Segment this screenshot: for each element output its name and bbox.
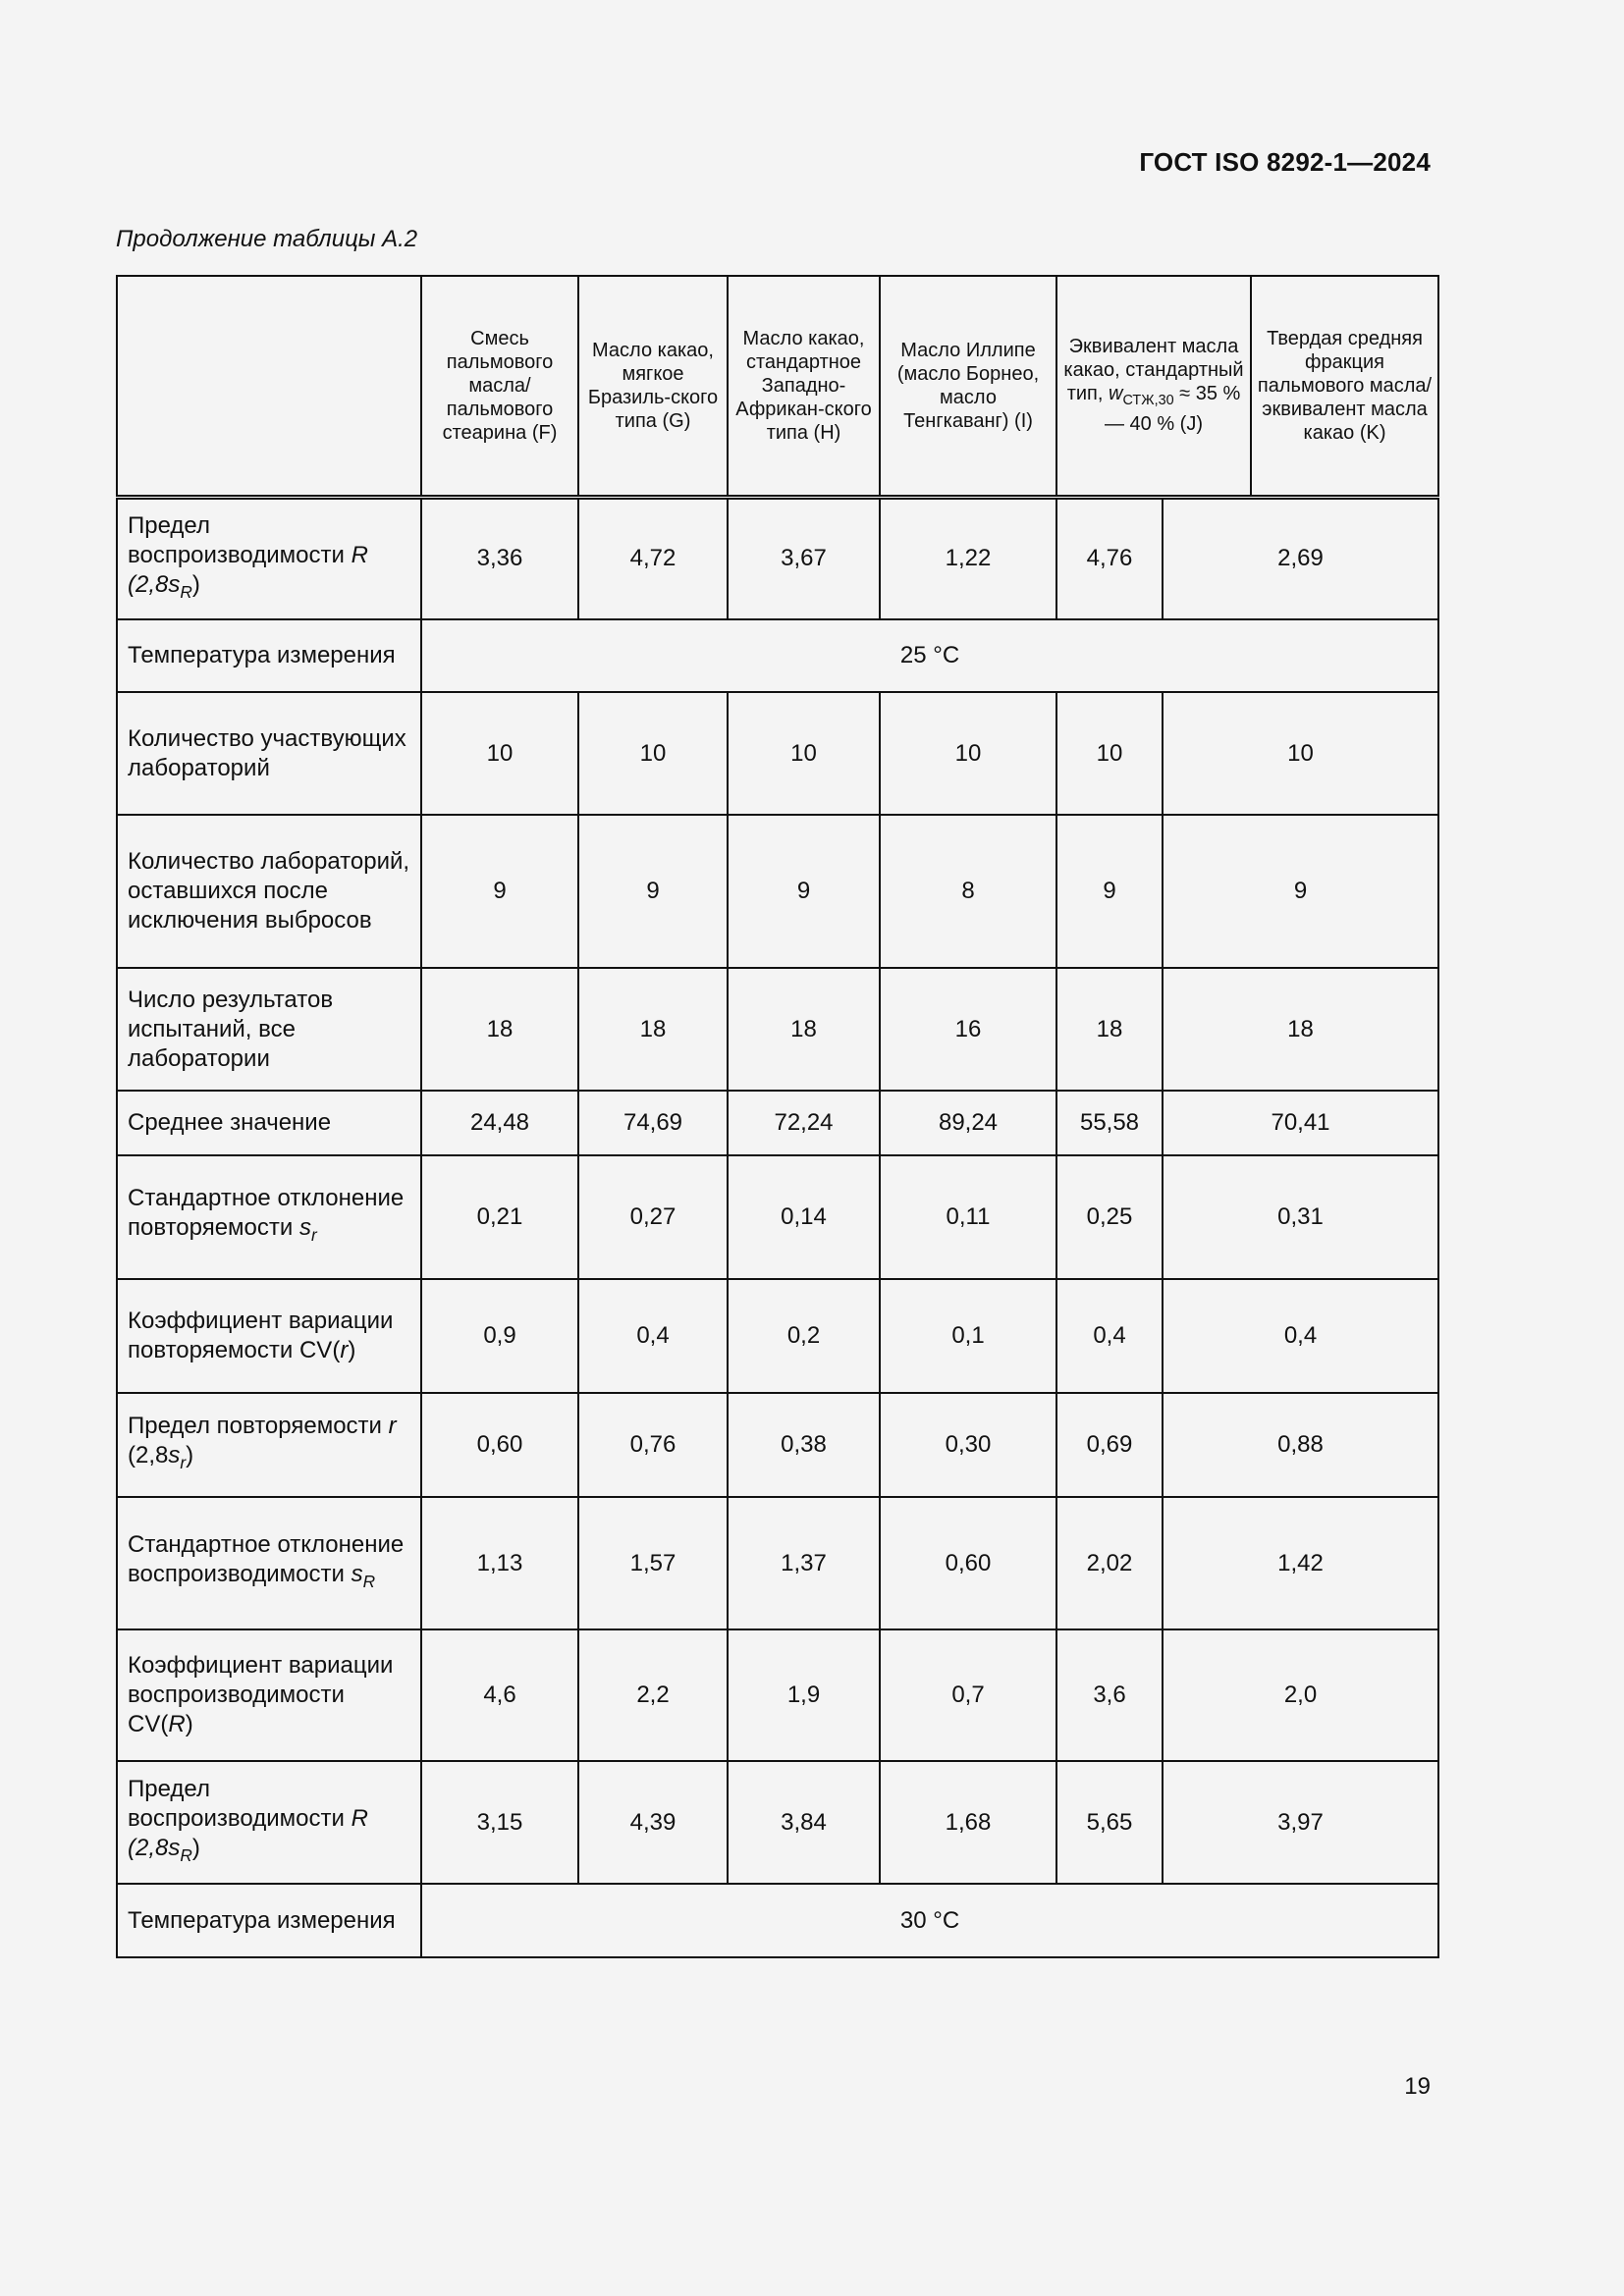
value-cell-k: 0,31 — [1163, 1155, 1438, 1279]
value-cell-h: 1,9 — [728, 1629, 880, 1761]
value-cell-j: 9 — [1056, 815, 1163, 968]
row-label: Среднее значение — [117, 1091, 421, 1155]
value-cell-f: 18 — [421, 968, 578, 1091]
temperature-value: 25 °C — [421, 619, 1438, 692]
value-cell-f: 0,9 — [421, 1279, 578, 1393]
label-var: r — [340, 1337, 349, 1363]
document-code: ГОСТ ISO 8292-1—2024 — [1139, 147, 1431, 177]
page-number: 19 — [1404, 2073, 1431, 2100]
value-cell-i: 1,68 — [880, 1761, 1056, 1884]
value-cell-f: 0,21 — [421, 1155, 578, 1279]
value-cell-j: 0,69 — [1056, 1393, 1163, 1497]
temperature-value: 30 °C — [421, 1884, 1438, 1957]
label-sub: R — [180, 581, 192, 602]
column-header-j-var: w — [1108, 383, 1123, 405]
value-cell-f: 3,36 — [421, 497, 578, 619]
row-label: Температура измерения — [117, 619, 421, 692]
value-cell-i: 0,7 — [880, 1629, 1056, 1761]
column-header-f: Смесь пальмового масла/ пальмового стеарина (F) — [421, 276, 578, 497]
value-cell-g: 18 — [578, 968, 728, 1091]
row-label: Температура измерения — [117, 1884, 421, 1957]
row-label — [117, 1155, 421, 1279]
row-label — [117, 497, 421, 619]
column-header-j — [1056, 276, 1251, 497]
value-cell-f: 24,48 — [421, 1091, 578, 1155]
value-cell-i: 0,11 — [880, 1155, 1056, 1279]
row-label: Количество участвующих лабораторий — [117, 692, 421, 815]
label-sub: R — [180, 1845, 192, 1866]
value-cell-j: 4,76 — [1056, 497, 1163, 619]
value-cell-h: 18 — [728, 968, 880, 1091]
value-cell-k: 0,4 — [1163, 1279, 1438, 1393]
label-var: R — [351, 1804, 368, 1832]
value-cell-k: 18 — [1163, 968, 1438, 1091]
table-row — [117, 1497, 1438, 1629]
label-var: s — [168, 1442, 181, 1469]
label-text: Стандартное отклонение повторяемости — [128, 1185, 405, 1242]
value-cell-h: 0,38 — [728, 1393, 880, 1497]
row-label: Число результатов испытаний, все лаборатории — [117, 968, 421, 1091]
value-cell-h: 3,67 — [728, 497, 880, 619]
table-row — [117, 1279, 1438, 1393]
value-cell-i: 0,1 — [880, 1279, 1056, 1393]
value-cell-j: 5,65 — [1056, 1761, 1163, 1884]
row-label: Количество лабораторий, оставшихся после исключения выбросов — [117, 815, 421, 968]
value-cell-j: 2,02 — [1056, 1497, 1163, 1629]
value-cell-i: 89,24 — [880, 1091, 1056, 1155]
label-var: r — [388, 1413, 397, 1440]
value-cell-f: 1,13 — [421, 1497, 578, 1629]
value-cell-k: 2,0 — [1163, 1629, 1438, 1761]
value-cell-g: 4,39 — [578, 1761, 728, 1884]
value-cell-i: 1,22 — [880, 497, 1056, 619]
table-row — [117, 497, 1438, 619]
header-empty-cell — [117, 276, 421, 497]
table-row — [117, 1629, 1438, 1761]
label-text: (2,8 — [128, 570, 169, 598]
label-var: s — [351, 1560, 363, 1587]
value-cell-g: 10 — [578, 692, 728, 815]
value-cell-i: 10 — [880, 692, 1056, 815]
label-text: Предел повторяемости — [128, 1413, 389, 1440]
label-var: s — [298, 1214, 311, 1242]
value-cell-k: 70,41 — [1163, 1091, 1438, 1155]
table-row — [117, 815, 1438, 968]
value-cell-g: 4,72 — [578, 497, 728, 619]
value-cell-g: 0,27 — [578, 1155, 728, 1279]
label-var: R — [168, 1711, 186, 1737]
table-row — [117, 968, 1438, 1091]
value-cell-i: 8 — [880, 815, 1056, 968]
value-cell-g: 74,69 — [578, 1091, 728, 1155]
label-text: Коэффициент вариации воспроизводимости CV( — [128, 1652, 394, 1737]
column-header-j-prefix: Эквивалент масла какао, стандартный тип, — [1063, 336, 1244, 405]
row-label — [117, 1761, 421, 1884]
value-cell-g: 1,57 — [578, 1497, 728, 1629]
table-caption: Продолжение таблицы А.2 — [116, 226, 418, 252]
value-cell-k: 3,97 — [1163, 1761, 1438, 1884]
label-text: Предел воспроизводимости — [128, 1775, 352, 1832]
label-sub: r — [310, 1225, 317, 1246]
value-cell-f: 9 — [421, 815, 578, 968]
label-text: ) — [348, 1337, 356, 1363]
label-text: Предел воспроизводимости — [128, 511, 352, 568]
value-cell-g: 0,4 — [578, 1279, 728, 1393]
label-sub: R — [362, 1572, 376, 1592]
value-cell-i: 0,30 — [880, 1393, 1056, 1497]
value-cell-g: 0,76 — [578, 1393, 728, 1497]
label-text: Стандартное отклонение воспроизводимости — [128, 1530, 405, 1587]
label-text: ) — [191, 1834, 200, 1861]
label-text: ) — [191, 570, 200, 598]
value-cell-k: 0,88 — [1163, 1393, 1438, 1497]
value-cell-j: 3,6 — [1056, 1629, 1163, 1761]
value-cell-j: 0,25 — [1056, 1155, 1163, 1279]
value-cell-h: 3,84 — [728, 1761, 880, 1884]
table-row — [117, 1761, 1438, 1884]
row-label — [117, 1629, 421, 1761]
row-label — [117, 1497, 421, 1629]
label-sub: r — [180, 1453, 187, 1473]
label-var: R — [351, 541, 368, 568]
value-cell-f: 3,15 — [421, 1761, 578, 1884]
table-row — [117, 1155, 1438, 1279]
label-text: ) — [185, 1711, 193, 1737]
table-row — [117, 1091, 1438, 1155]
value-cell-f: 0,60 — [421, 1393, 578, 1497]
header-row — [117, 276, 1438, 497]
value-cell-k: 9 — [1163, 815, 1438, 968]
label-text: (2,8 — [128, 1442, 169, 1469]
value-cell-h: 0,14 — [728, 1155, 880, 1279]
column-header-j-sub: СТЖ,30 — [1122, 393, 1174, 409]
data-table — [116, 275, 1439, 1958]
row-label — [117, 1279, 421, 1393]
value-cell-f: 4,6 — [421, 1629, 578, 1761]
value-cell-g: 2,2 — [578, 1629, 728, 1761]
label-text: ) — [186, 1442, 194, 1469]
value-cell-h: 9 — [728, 815, 880, 968]
column-header-g: Масло какао, мягкое Бразиль-ского типа (G) — [578, 276, 728, 497]
label-var: s — [168, 1834, 181, 1861]
value-cell-j: 18 — [1056, 968, 1163, 1091]
table-row — [117, 1884, 1438, 1957]
value-cell-k: 10 — [1163, 692, 1438, 815]
value-cell-f: 10 — [421, 692, 578, 815]
column-header-j-suffix: ≈ 35 % — 40 % (J) — [1104, 383, 1241, 436]
value-cell-g: 9 — [578, 815, 728, 968]
value-cell-h: 1,37 — [728, 1497, 880, 1629]
table-row — [117, 619, 1438, 692]
value-cell-k: 1,42 — [1163, 1497, 1438, 1629]
column-header-k: Твердая средняя фракция пальмового масла/ эквивалент масла какао (K) — [1251, 276, 1438, 497]
label-text: Коэффициент вариации повторяемости CV( — [128, 1308, 394, 1363]
value-cell-h: 10 — [728, 692, 880, 815]
row-label — [117, 1393, 421, 1497]
value-cell-j: 55,58 — [1056, 1091, 1163, 1155]
column-header-i: Масло Иллипе (масло Борнео, масло Тенгкаванг) (I) — [880, 276, 1056, 497]
value-cell-h: 72,24 — [728, 1091, 880, 1155]
label-var: s — [168, 570, 181, 598]
table-row — [117, 692, 1438, 815]
value-cell-i: 0,60 — [880, 1497, 1056, 1629]
label-text: (2,8 — [128, 1834, 169, 1861]
value-cell-h: 0,2 — [728, 1279, 880, 1393]
table-row — [117, 1393, 1438, 1497]
value-cell-j: 0,4 — [1056, 1279, 1163, 1393]
value-cell-i: 16 — [880, 968, 1056, 1091]
column-header-h: Масло какао, стандартное Западно-Африкан-ского типа (H) — [728, 276, 880, 497]
value-cell-k: 2,69 — [1163, 497, 1438, 619]
value-cell-j: 10 — [1056, 692, 1163, 815]
